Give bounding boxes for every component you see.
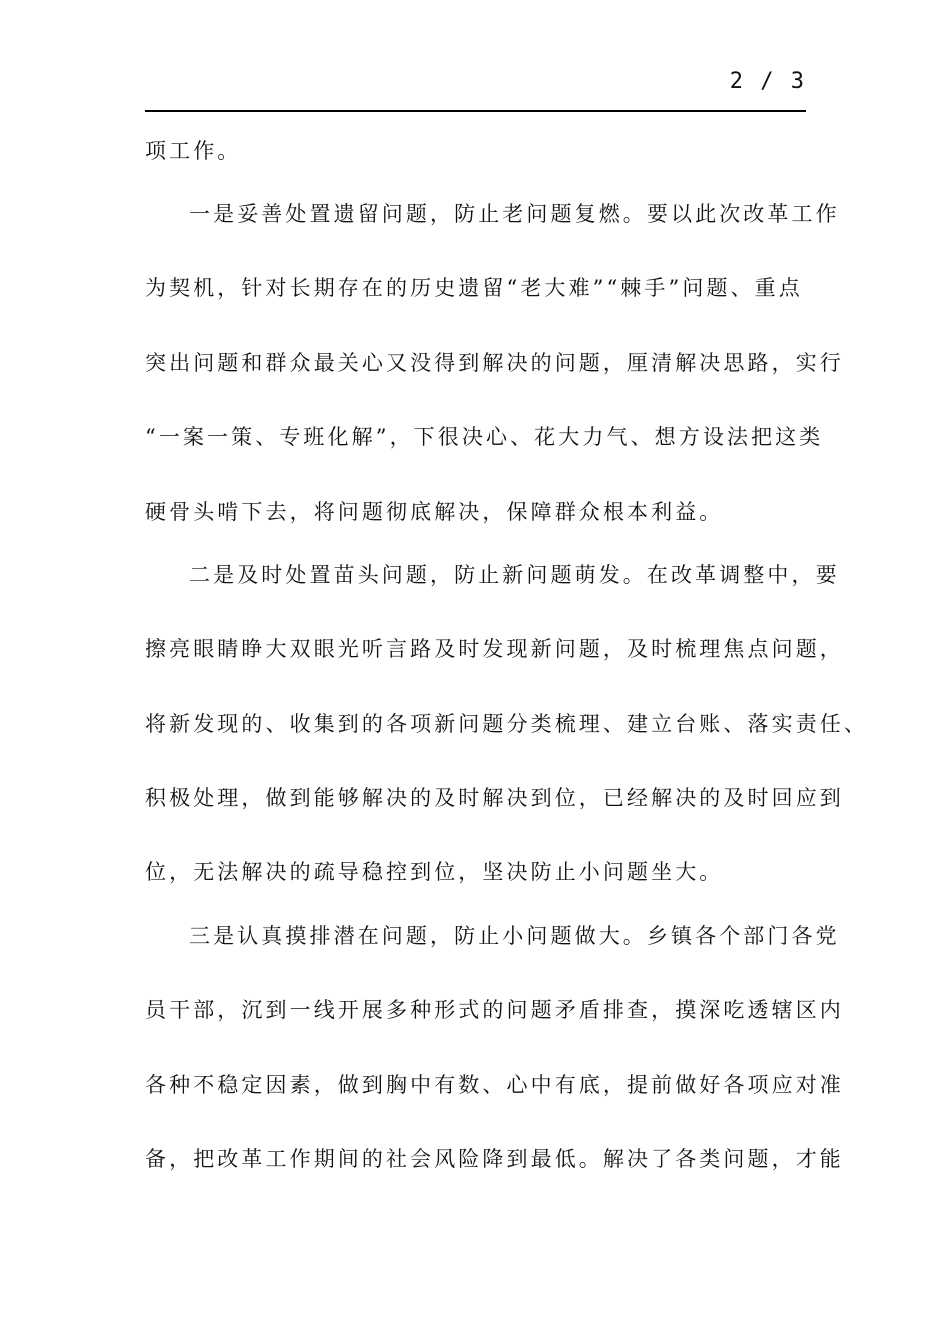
page-number: 2 / 3 xyxy=(729,69,806,94)
text-line: 二是及时处置苗头问题，防止新问题萌发。在改革调整中，要 xyxy=(189,563,840,587)
text-line: 一是妥善处置遗留问题，防止老问题复燃。要以此次改革工作 xyxy=(189,202,840,226)
text-line: 擦亮眼睛睁大双眼光听言路及时发现新问题，及时梳理焦点问题， xyxy=(145,637,844,661)
text-line: 硬骨头啃下去，将问题彻底解决，保障群众根本利益。 xyxy=(145,500,724,524)
text-line: 各种不稳定因素，做到胸中有数、心中有底，提前做好各项应对准 xyxy=(145,1073,844,1097)
text-line: 员干部，沉到一线开展多种形式的问题矛盾排查，摸深吃透辖区内 xyxy=(145,998,844,1022)
text-line: 位，无法解决的疏导稳控到位，坚决防止小问题坐大。 xyxy=(145,860,724,884)
text-line: 将新发现的、收集到的各项新问题分类梳理、建立台账、落实责任、 xyxy=(145,712,868,736)
text-line: 备，把改革工作期间的社会风险降到最低。解决了各类问题，才能 xyxy=(145,1147,844,1171)
text-line: 为契机，针对长期存在的历史遗留“老大难”“棘手”问题、重点 xyxy=(145,276,803,300)
header-rule xyxy=(145,110,806,112)
text-line: 突出问题和群众最关心又没得到解决的问题，厘清解决思路，实行 xyxy=(145,351,844,375)
text-line: 项工作。 xyxy=(145,139,242,163)
text-line: “一案一策、专班化解”，下很决心、花大力气、想方设法把这类 xyxy=(145,425,824,449)
text-line: 三是认真摸排潜在问题，防止小问题做大。乡镇各个部门各党 xyxy=(189,924,840,948)
text-line: 积极处理，做到能够解决的及时解决到位，已经解决的及时回应到 xyxy=(145,786,844,810)
